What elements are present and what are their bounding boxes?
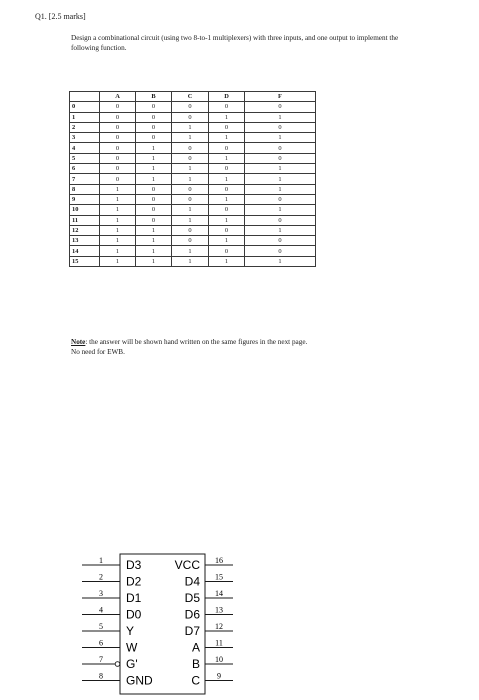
cell-b: 0 <box>136 112 172 122</box>
chip-pin-label: D1 <box>126 591 142 605</box>
cell-d: 0 <box>209 205 245 215</box>
cell-index: 8 <box>70 184 100 194</box>
header-f: F <box>245 92 316 102</box>
cell-d: 1 <box>209 153 245 163</box>
cell-c: 1 <box>172 164 209 174</box>
cell-c: 1 <box>172 122 209 132</box>
chip-right-pins <box>175 556 233 688</box>
chip-pin-number: 16 <box>215 556 223 565</box>
chip-pin-label: VCC <box>174 558 200 572</box>
chip-pin-number: 11 <box>215 638 223 648</box>
cell-a: 1 <box>100 256 136 266</box>
cell-a: 0 <box>100 102 136 112</box>
cell-index: 13 <box>70 236 100 246</box>
cell-f: 0 <box>245 194 316 204</box>
cell-c: 0 <box>172 112 209 122</box>
cell-a: 0 <box>100 153 136 163</box>
cell-b: 1 <box>136 153 172 163</box>
cell-a: 0 <box>100 164 136 174</box>
header-index <box>70 92 100 102</box>
cell-index: 14 <box>70 246 100 256</box>
table-row <box>70 236 316 246</box>
chip-pin-label: B <box>191 657 200 671</box>
chip-pin-number: 12 <box>215 622 223 631</box>
note <box>71 337 411 357</box>
cell-b: 0 <box>136 122 172 132</box>
cell-c: 0 <box>172 102 209 112</box>
cell-index: 7 <box>70 174 100 184</box>
truth-table <box>69 91 316 267</box>
cell-b: 0 <box>136 102 172 112</box>
table-row <box>70 256 316 266</box>
cell-f: 1 <box>245 112 316 122</box>
cell-a: 1 <box>100 236 136 246</box>
cell-c: 1 <box>172 246 209 256</box>
cell-d: 1 <box>209 256 245 266</box>
chip-pin-number: 9 <box>217 671 221 681</box>
cell-f: 1 <box>245 174 316 184</box>
chip-left-pins <box>82 556 153 688</box>
chip-pin-number: 15 <box>215 572 223 582</box>
note-label: Note <box>71 338 86 346</box>
cell-a: 0 <box>100 174 136 184</box>
cell-b: 0 <box>136 184 172 194</box>
note-line2: No need for EWB. <box>71 348 125 356</box>
cell-index: 0 <box>70 102 100 112</box>
cell-index: 15 <box>70 256 100 266</box>
table-row <box>70 133 316 143</box>
cell-d: 0 <box>209 143 245 153</box>
header-b: B <box>136 92 172 102</box>
cell-c: 1 <box>172 174 209 184</box>
table-row <box>70 174 316 184</box>
table-row <box>70 215 316 225</box>
cell-b: 1 <box>136 164 172 174</box>
chip-pin-label: C <box>191 673 200 688</box>
cell-d: 1 <box>209 174 245 184</box>
cell-d: 1 <box>209 236 245 246</box>
question-header: Q1. [2.5 marks] <box>35 12 86 21</box>
cell-d: 1 <box>209 215 245 225</box>
cell-a: 1 <box>100 225 136 235</box>
chip-pin-number: 13 <box>215 605 223 615</box>
cell-c: 1 <box>172 215 209 225</box>
table-row <box>70 153 316 163</box>
cell-a: 0 <box>100 112 136 122</box>
cell-a: 1 <box>100 215 136 225</box>
chip-pin-label: D4 <box>184 574 200 589</box>
cell-f: 0 <box>245 143 316 153</box>
chip-pin-label: D2 <box>126 574 142 589</box>
chip-pin-number: 5 <box>99 622 103 631</box>
cell-d: 1 <box>209 112 245 122</box>
cell-b: 1 <box>136 246 172 256</box>
cell-d: 0 <box>209 184 245 194</box>
chip-pin-label: D7 <box>184 624 200 638</box>
chip-pin-number: 7 <box>99 655 103 664</box>
cell-f: 1 <box>245 225 316 235</box>
cell-f: 0 <box>245 236 316 246</box>
cell-f: 1 <box>245 205 316 215</box>
table-row <box>70 194 316 204</box>
chip-pin-label: D3 <box>126 558 142 572</box>
cell-index: 3 <box>70 133 100 143</box>
chip-pin-label: GND <box>126 673 153 688</box>
table-row <box>70 184 316 194</box>
cell-b: 0 <box>136 215 172 225</box>
cell-index: 4 <box>70 143 100 153</box>
cell-c: 1 <box>172 205 209 215</box>
cell-d: 0 <box>209 164 245 174</box>
cell-f: 1 <box>245 133 316 143</box>
cell-c: 0 <box>172 236 209 246</box>
cell-b: 0 <box>136 194 172 204</box>
table-row <box>70 122 316 132</box>
cell-d: 0 <box>209 246 245 256</box>
cell-d: 1 <box>209 133 245 143</box>
cell-a: 1 <box>100 194 136 204</box>
cell-c: 0 <box>172 153 209 163</box>
cell-f: 1 <box>245 184 316 194</box>
truth-table-body <box>70 102 316 267</box>
chip-pin-label: G' <box>126 657 138 671</box>
cell-c: 0 <box>172 143 209 153</box>
note-text: : the answer will be shown hand written on the same figures in the next page. <box>85 338 308 346</box>
cell-index: 6 <box>70 164 100 174</box>
table-row <box>70 205 316 215</box>
chip-pin-label: D5 <box>184 591 200 605</box>
cell-index: 12 <box>70 225 100 235</box>
header-a: A <box>100 92 136 102</box>
cell-index: 11 <box>70 215 100 225</box>
table-row <box>70 102 316 112</box>
cell-b: 1 <box>136 174 172 184</box>
cell-index: 1 <box>70 112 100 122</box>
cell-b: 1 <box>136 236 172 246</box>
table-row <box>70 143 316 153</box>
cell-a: 1 <box>100 205 136 215</box>
cell-f: 1 <box>245 164 316 174</box>
cell-b: 1 <box>136 143 172 153</box>
table-row <box>70 164 316 174</box>
cell-a: 0 <box>100 133 136 143</box>
table-row <box>70 225 316 235</box>
chip-pin-number: 3 <box>99 589 103 598</box>
cell-index: 2 <box>70 122 100 132</box>
chip-pin-number: 10 <box>215 655 223 664</box>
cell-f: 0 <box>245 215 316 225</box>
cell-d: 0 <box>209 102 245 112</box>
header-d: D <box>209 92 245 102</box>
cell-b: 1 <box>136 256 172 266</box>
cell-a: 0 <box>100 143 136 153</box>
cell-f: 0 <box>245 246 316 256</box>
cell-c: 0 <box>172 194 209 204</box>
cell-c: 1 <box>172 133 209 143</box>
chip-pin-label: Y <box>126 624 135 638</box>
chip-pin-number: 4 <box>99 605 103 615</box>
chip-pin-label: D0 <box>126 607 142 622</box>
cell-f: 0 <box>245 122 316 132</box>
chip-pin-number: 14 <box>215 589 223 598</box>
chip-pin-number: 6 <box>99 638 103 648</box>
question-intro: Design a combinational circuit (using two 8-to-1 multiplexers) with three inputs, and one output to implement the following function. <box>71 34 399 52</box>
chip-pin-label: A <box>191 640 200 655</box>
cell-a: 1 <box>100 246 136 256</box>
chip-pin-label: W <box>126 640 138 655</box>
cell-index: 5 <box>70 153 100 163</box>
cell-c: 1 <box>172 256 209 266</box>
cell-f: 0 <box>245 153 316 163</box>
cell-c: 0 <box>172 225 209 235</box>
header-c: C <box>172 92 209 102</box>
table-row <box>70 246 316 256</box>
truth-table-header-row <box>70 92 316 102</box>
cell-index: 9 <box>70 194 100 204</box>
cell-f: 0 <box>245 102 316 112</box>
chip-pin-number: 8 <box>99 671 103 681</box>
cell-d: 0 <box>209 225 245 235</box>
cell-d: 0 <box>209 122 245 132</box>
mux-chip-diagram <box>76 548 236 698</box>
cell-b: 1 <box>136 225 172 235</box>
cell-f: 1 <box>245 256 316 266</box>
cell-a: 0 <box>100 122 136 132</box>
cell-d: 1 <box>209 194 245 204</box>
table-row <box>70 112 316 122</box>
chip-pin-label: D6 <box>184 607 200 622</box>
cell-c: 0 <box>172 184 209 194</box>
cell-index: 10 <box>70 205 100 215</box>
cell-b: 0 <box>136 133 172 143</box>
active-low-bubble <box>115 662 120 667</box>
chip-pin-number: 1 <box>99 556 103 565</box>
chip-pin-number: 2 <box>99 572 103 582</box>
cell-a: 1 <box>100 184 136 194</box>
cell-b: 0 <box>136 205 172 215</box>
